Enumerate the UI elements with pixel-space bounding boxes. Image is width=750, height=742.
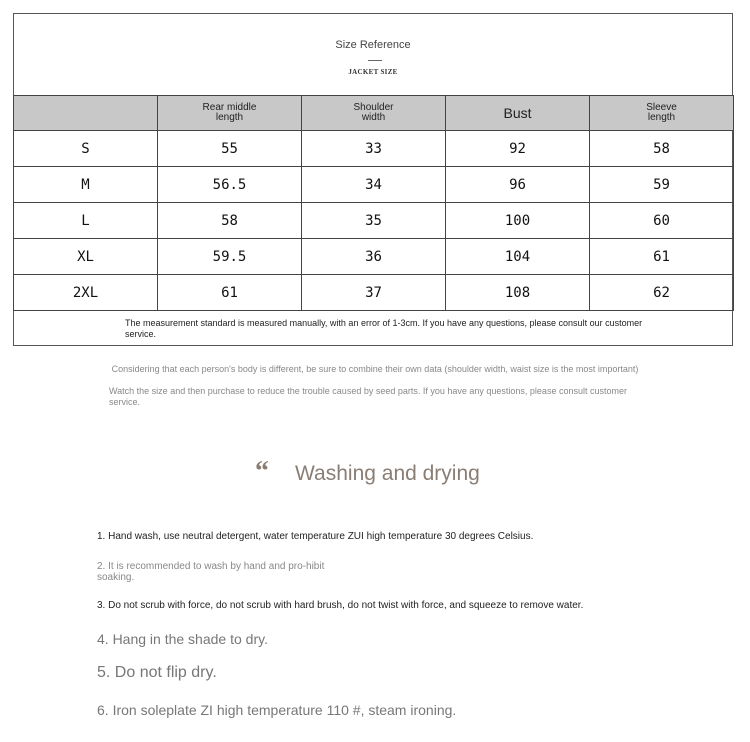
washing-item-5: 5. Do not flip dry.	[97, 664, 217, 681]
table-row	[14, 167, 734, 203]
sleeve-length-value: 59	[590, 167, 734, 203]
table-row	[14, 131, 734, 167]
table-row	[14, 275, 734, 311]
washing-item-1: 1. Hand wash, use neutral detergent, water temperature ZUI high temperature 30 degrees Celsius.	[97, 531, 534, 542]
sleeve-length-value: 60	[590, 203, 734, 239]
size-chart-subtitle: JACKET SIZE	[348, 68, 398, 76]
size-chart-header	[14, 14, 732, 95]
quote-mark-icon: “	[255, 456, 269, 487]
shoulder-width-value: 35	[302, 203, 446, 239]
shoulder-width-value: 34	[302, 167, 446, 203]
bust-value: 104	[446, 239, 590, 275]
header-sleeve-length: Sleeve length	[590, 96, 734, 131]
measurement-note-text: The measurement standard is measured manually, with an error of 1-3cm. If you have any questions, please consult our customer service.	[125, 318, 643, 339]
washing-item-2: 2. It is recommended to wash by hand and pro-hibit soaking.	[97, 561, 325, 583]
header-bust: Bust	[446, 96, 590, 131]
size-label: L	[14, 203, 158, 239]
size-label: M	[14, 167, 158, 203]
size-table	[13, 95, 734, 311]
bust-value: 100	[446, 203, 590, 239]
sleeve-length-value: 61	[590, 239, 734, 275]
table-row	[14, 203, 734, 239]
advice-considering: Considering that each person's body is different, be sure to combine their own data (shoulder width, waist size is the most important)	[111, 364, 639, 374]
header-shoulder-width: Shoulder width	[302, 96, 446, 131]
shoulder-width-value: 36	[302, 239, 446, 275]
header-size	[14, 96, 158, 131]
size-label: S	[14, 131, 158, 167]
advice-watch: Watch the size and then purchase to reduce the trouble caused by seed parts. If you have any questions, please consult customer service.	[109, 386, 627, 407]
rear-middle-length-value: 59.5	[158, 239, 302, 275]
sleeve-length-value: 62	[590, 275, 734, 311]
bust-value: 108	[446, 275, 590, 311]
bust-value: 96	[446, 167, 590, 203]
rear-middle-length-value: 58	[158, 203, 302, 239]
rear-middle-length-value: 61	[158, 275, 302, 311]
washing-title: Washing and drying	[295, 462, 480, 485]
washing-item-4: 4. Hang in the shade to dry.	[97, 631, 268, 647]
washing-item-6: 6. Iron soleplate ZI high temperature 110 #, steam ironing.	[97, 702, 457, 718]
bust-value: 92	[446, 131, 590, 167]
table-row	[14, 239, 734, 275]
rear-middle-length-value: 55	[158, 131, 302, 167]
title-divider	[368, 60, 382, 61]
rear-middle-length-value: 56.5	[158, 167, 302, 203]
header-rear-middle-length: Rear middle length	[158, 96, 302, 131]
measurement-note	[14, 311, 732, 346]
table-header-row	[14, 96, 734, 131]
size-chart-title: Size Reference	[335, 39, 411, 51]
washing-item-3: 3. Do not scrub with force, do not scrub with hard brush, do not twist with force, and squeeze to remove water.	[97, 600, 584, 611]
shoulder-width-value: 33	[302, 131, 446, 167]
size-label: XL	[14, 239, 158, 275]
size-label: 2XL	[14, 275, 158, 311]
shoulder-width-value: 37	[302, 275, 446, 311]
size-chart	[13, 13, 733, 346]
sleeve-length-value: 58	[590, 131, 734, 167]
